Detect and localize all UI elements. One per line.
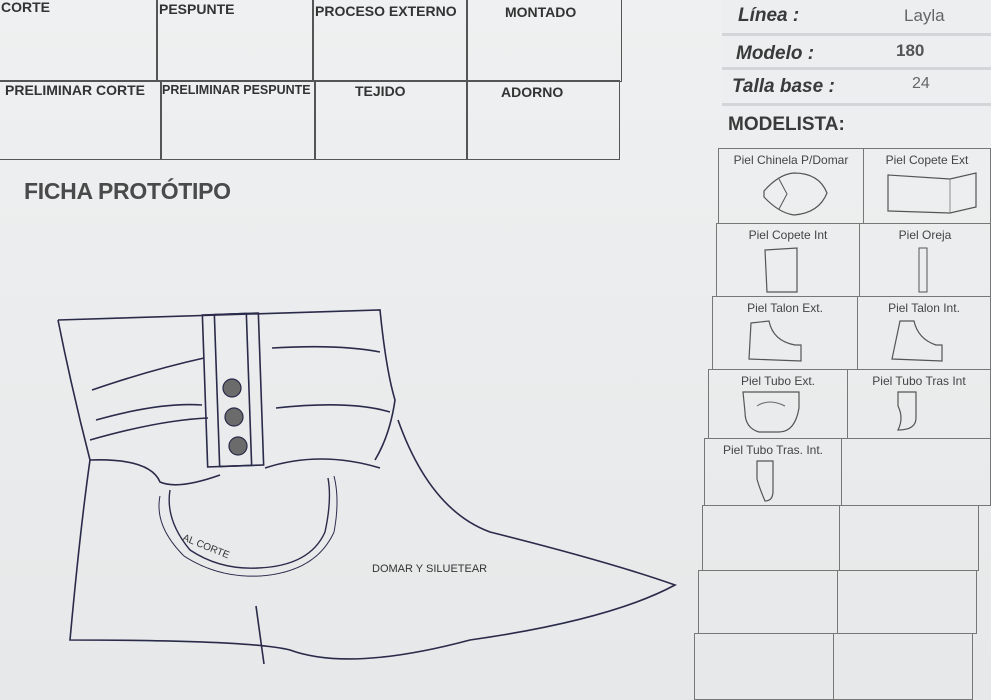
piece-copete-int-shape [761, 246, 811, 296]
piece-chinela [718, 148, 864, 224]
piece-label: Piel Tubo Tras Int [872, 374, 966, 388]
boot-drawing [50, 300, 690, 670]
piece-copete-ext-shape [884, 169, 984, 219]
process-cell-adorno [466, 80, 620, 160]
piece-label: Piel Oreja [898, 228, 952, 242]
info-row-modelista [722, 106, 991, 140]
pieces-grid [690, 148, 991, 700]
empty-cell [694, 633, 834, 700]
process-label: PROCESO EXTERNO [315, 3, 457, 19]
piece-label: Piel Tubo Tras. Int. [722, 443, 824, 457]
process-label: MONTADO [505, 4, 577, 20]
piece-talon-int [857, 296, 991, 370]
process-cell-preliminar-pespunte [160, 80, 316, 160]
piece-tubo-tras-int-shape [890, 388, 930, 438]
piece-tubo-ext [708, 369, 848, 439]
empty-cell [698, 570, 838, 634]
button-icon [225, 408, 243, 426]
piece-label: Piel Talon Ext. [747, 301, 823, 315]
button-icon [229, 437, 247, 455]
piece-tubo-ext-shape [739, 388, 819, 438]
button-icon [223, 379, 241, 397]
piece-label: Piel Copete Ext [885, 153, 969, 167]
linea-value: Layla [904, 6, 945, 25]
domar-note: DOMAR Y SILUETEAR [372, 563, 488, 575]
piece-oreja-shape [914, 246, 934, 296]
process-label: TEJIDO [355, 83, 406, 99]
empty-cell [839, 505, 979, 571]
empty-cell [837, 570, 977, 634]
process-cell-montado [466, 0, 622, 82]
piece-oreja [859, 223, 991, 297]
piece-label: Piel Chinela P/Domar [733, 153, 849, 167]
talla-label: Talla base : [732, 76, 835, 97]
piece-tubo-tras-int [847, 369, 991, 439]
info-row-modelo [722, 36, 991, 70]
piece-talon-int-shape [888, 315, 958, 369]
process-label: ADORNO [501, 84, 564, 100]
piece-tubo-tras-int-2-shape [751, 457, 791, 507]
process-cell-corte [0, 0, 158, 82]
page-title: FICHA PROTÓTIPO [24, 178, 231, 204]
piece-tubo-tras-int-2 [704, 438, 842, 506]
modelo-value: 180 [896, 41, 925, 60]
process-cell-pespunte [156, 0, 314, 82]
empty-cell [841, 438, 991, 506]
process-cell-tejido [314, 80, 468, 160]
shaft-left-edge [58, 320, 90, 460]
al-corte-note: AL CORTE [180, 532, 231, 562]
process-label: PESPUNTE [159, 1, 235, 17]
linea-label: Línea : [738, 5, 800, 26]
info-row-linea [722, 0, 991, 36]
process-label: CORTE [1, 0, 50, 15]
modelo-label: Modelo : [736, 43, 815, 64]
piece-label: Piel Talon Int. [888, 301, 960, 315]
piece-chinela-shape [759, 169, 839, 219]
empty-cell [833, 633, 973, 700]
piece-copete-ext [863, 148, 991, 224]
modelista-label: MODELISTA: [728, 114, 845, 135]
info-row-talla [722, 70, 991, 106]
process-label: PRELIMINAR CORTE [5, 82, 145, 98]
process-cell-proceso-externo [312, 0, 468, 82]
process-cell-preliminar-corte [0, 80, 162, 160]
foot-outline [70, 420, 675, 659]
piece-talon-ext-shape [745, 315, 815, 369]
piece-label: Piel Tubo Ext. [740, 374, 816, 388]
process-table [0, 0, 622, 162]
process-label: PRELIMINAR PESPUNTE [162, 83, 311, 97]
empty-cell [702, 505, 840, 571]
talla-value: 24 [912, 75, 930, 92]
piece-talon-ext [712, 296, 858, 370]
model-info-table [722, 0, 991, 140]
piece-label: Piel Copete Int [748, 228, 828, 242]
piece-copete-int [716, 223, 860, 297]
